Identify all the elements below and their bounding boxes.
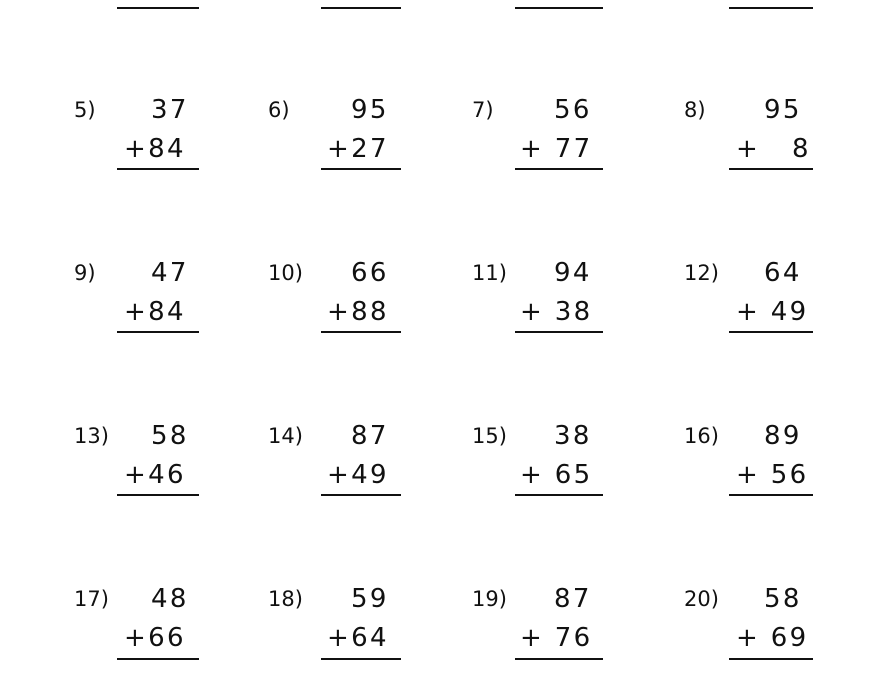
answer-line [729, 7, 813, 9]
answer-line [321, 331, 401, 333]
problem [472, 421, 672, 524]
addend-top: 95 [764, 95, 802, 125]
problem-number: 5) [74, 98, 96, 122]
problem-number: 6) [268, 98, 290, 122]
addend-top: 38 [554, 421, 592, 451]
answer-line [117, 7, 199, 9]
answer-line [321, 494, 401, 496]
answer-line [117, 331, 199, 333]
addend-top: 59 [351, 584, 389, 614]
addend-top: 94 [554, 258, 592, 288]
addend-top: 56 [554, 95, 592, 125]
addend-top: 37 [151, 95, 189, 125]
problem [268, 584, 468, 687]
addend-bottom: +66 [124, 623, 186, 653]
problem [684, 95, 880, 198]
problem-number: 7) [472, 98, 494, 122]
problem [74, 258, 274, 361]
addend-bottom: +49 [327, 460, 389, 490]
addend-bottom: + 8 [736, 134, 811, 164]
answer-line [729, 494, 813, 496]
addend-bottom: + 69 [736, 623, 809, 653]
addend-bottom: + 49 [736, 297, 809, 327]
addend-bottom: + 56 [736, 460, 809, 490]
problem-number: 15) [472, 424, 507, 448]
problem-number: 10) [268, 261, 303, 285]
answer-line [117, 168, 199, 170]
problem [74, 584, 274, 687]
addend-top: 47 [151, 258, 189, 288]
problem-number: 19) [472, 587, 507, 611]
addend-top: 66 [351, 258, 389, 288]
answer-line [515, 494, 603, 496]
problem-number: 11) [472, 261, 507, 285]
problem [684, 421, 880, 524]
answer-line [515, 331, 603, 333]
problem-number: 12) [684, 261, 719, 285]
problem [268, 258, 468, 361]
problem [268, 95, 468, 198]
answer-line [729, 168, 813, 170]
problem [472, 95, 672, 198]
addend-top: 64 [764, 258, 802, 288]
addend-bottom: +46 [124, 460, 186, 490]
problem-number: 17) [74, 587, 109, 611]
answer-line [321, 7, 401, 9]
addend-top: 48 [151, 584, 189, 614]
addend-bottom: + 38 [520, 297, 593, 327]
addend-bottom: + 65 [520, 460, 593, 490]
addend-top: 58 [764, 584, 802, 614]
addend-bottom: +27 [327, 134, 389, 164]
addend-bottom: +84 [124, 297, 186, 327]
answer-line [515, 168, 603, 170]
addend-top: 89 [764, 421, 802, 451]
problem [684, 258, 880, 361]
addend-bottom: + 77 [520, 134, 593, 164]
addend-bottom: +88 [327, 297, 389, 327]
problem-number: 13) [74, 424, 109, 448]
problem [268, 421, 468, 524]
addend-top: 87 [351, 421, 389, 451]
problem-number: 14) [268, 424, 303, 448]
problem [472, 584, 672, 687]
addend-bottom: +64 [327, 623, 389, 653]
problem-number: 8) [684, 98, 706, 122]
addend-top: 58 [151, 421, 189, 451]
problem-number: 18) [268, 587, 303, 611]
answer-line [515, 7, 603, 9]
problem-number: 20) [684, 587, 719, 611]
answer-line [117, 494, 199, 496]
addend-bottom: + 76 [520, 623, 593, 653]
addend-top: 95 [351, 95, 389, 125]
problem [472, 258, 672, 361]
answer-line [729, 331, 813, 333]
problem [74, 95, 274, 198]
addend-top: 87 [554, 584, 592, 614]
addend-bottom: +84 [124, 134, 186, 164]
answer-line [321, 168, 401, 170]
problem-number: 16) [684, 424, 719, 448]
problem [74, 421, 274, 524]
problem [684, 584, 880, 687]
problem-number: 9) [74, 261, 96, 285]
